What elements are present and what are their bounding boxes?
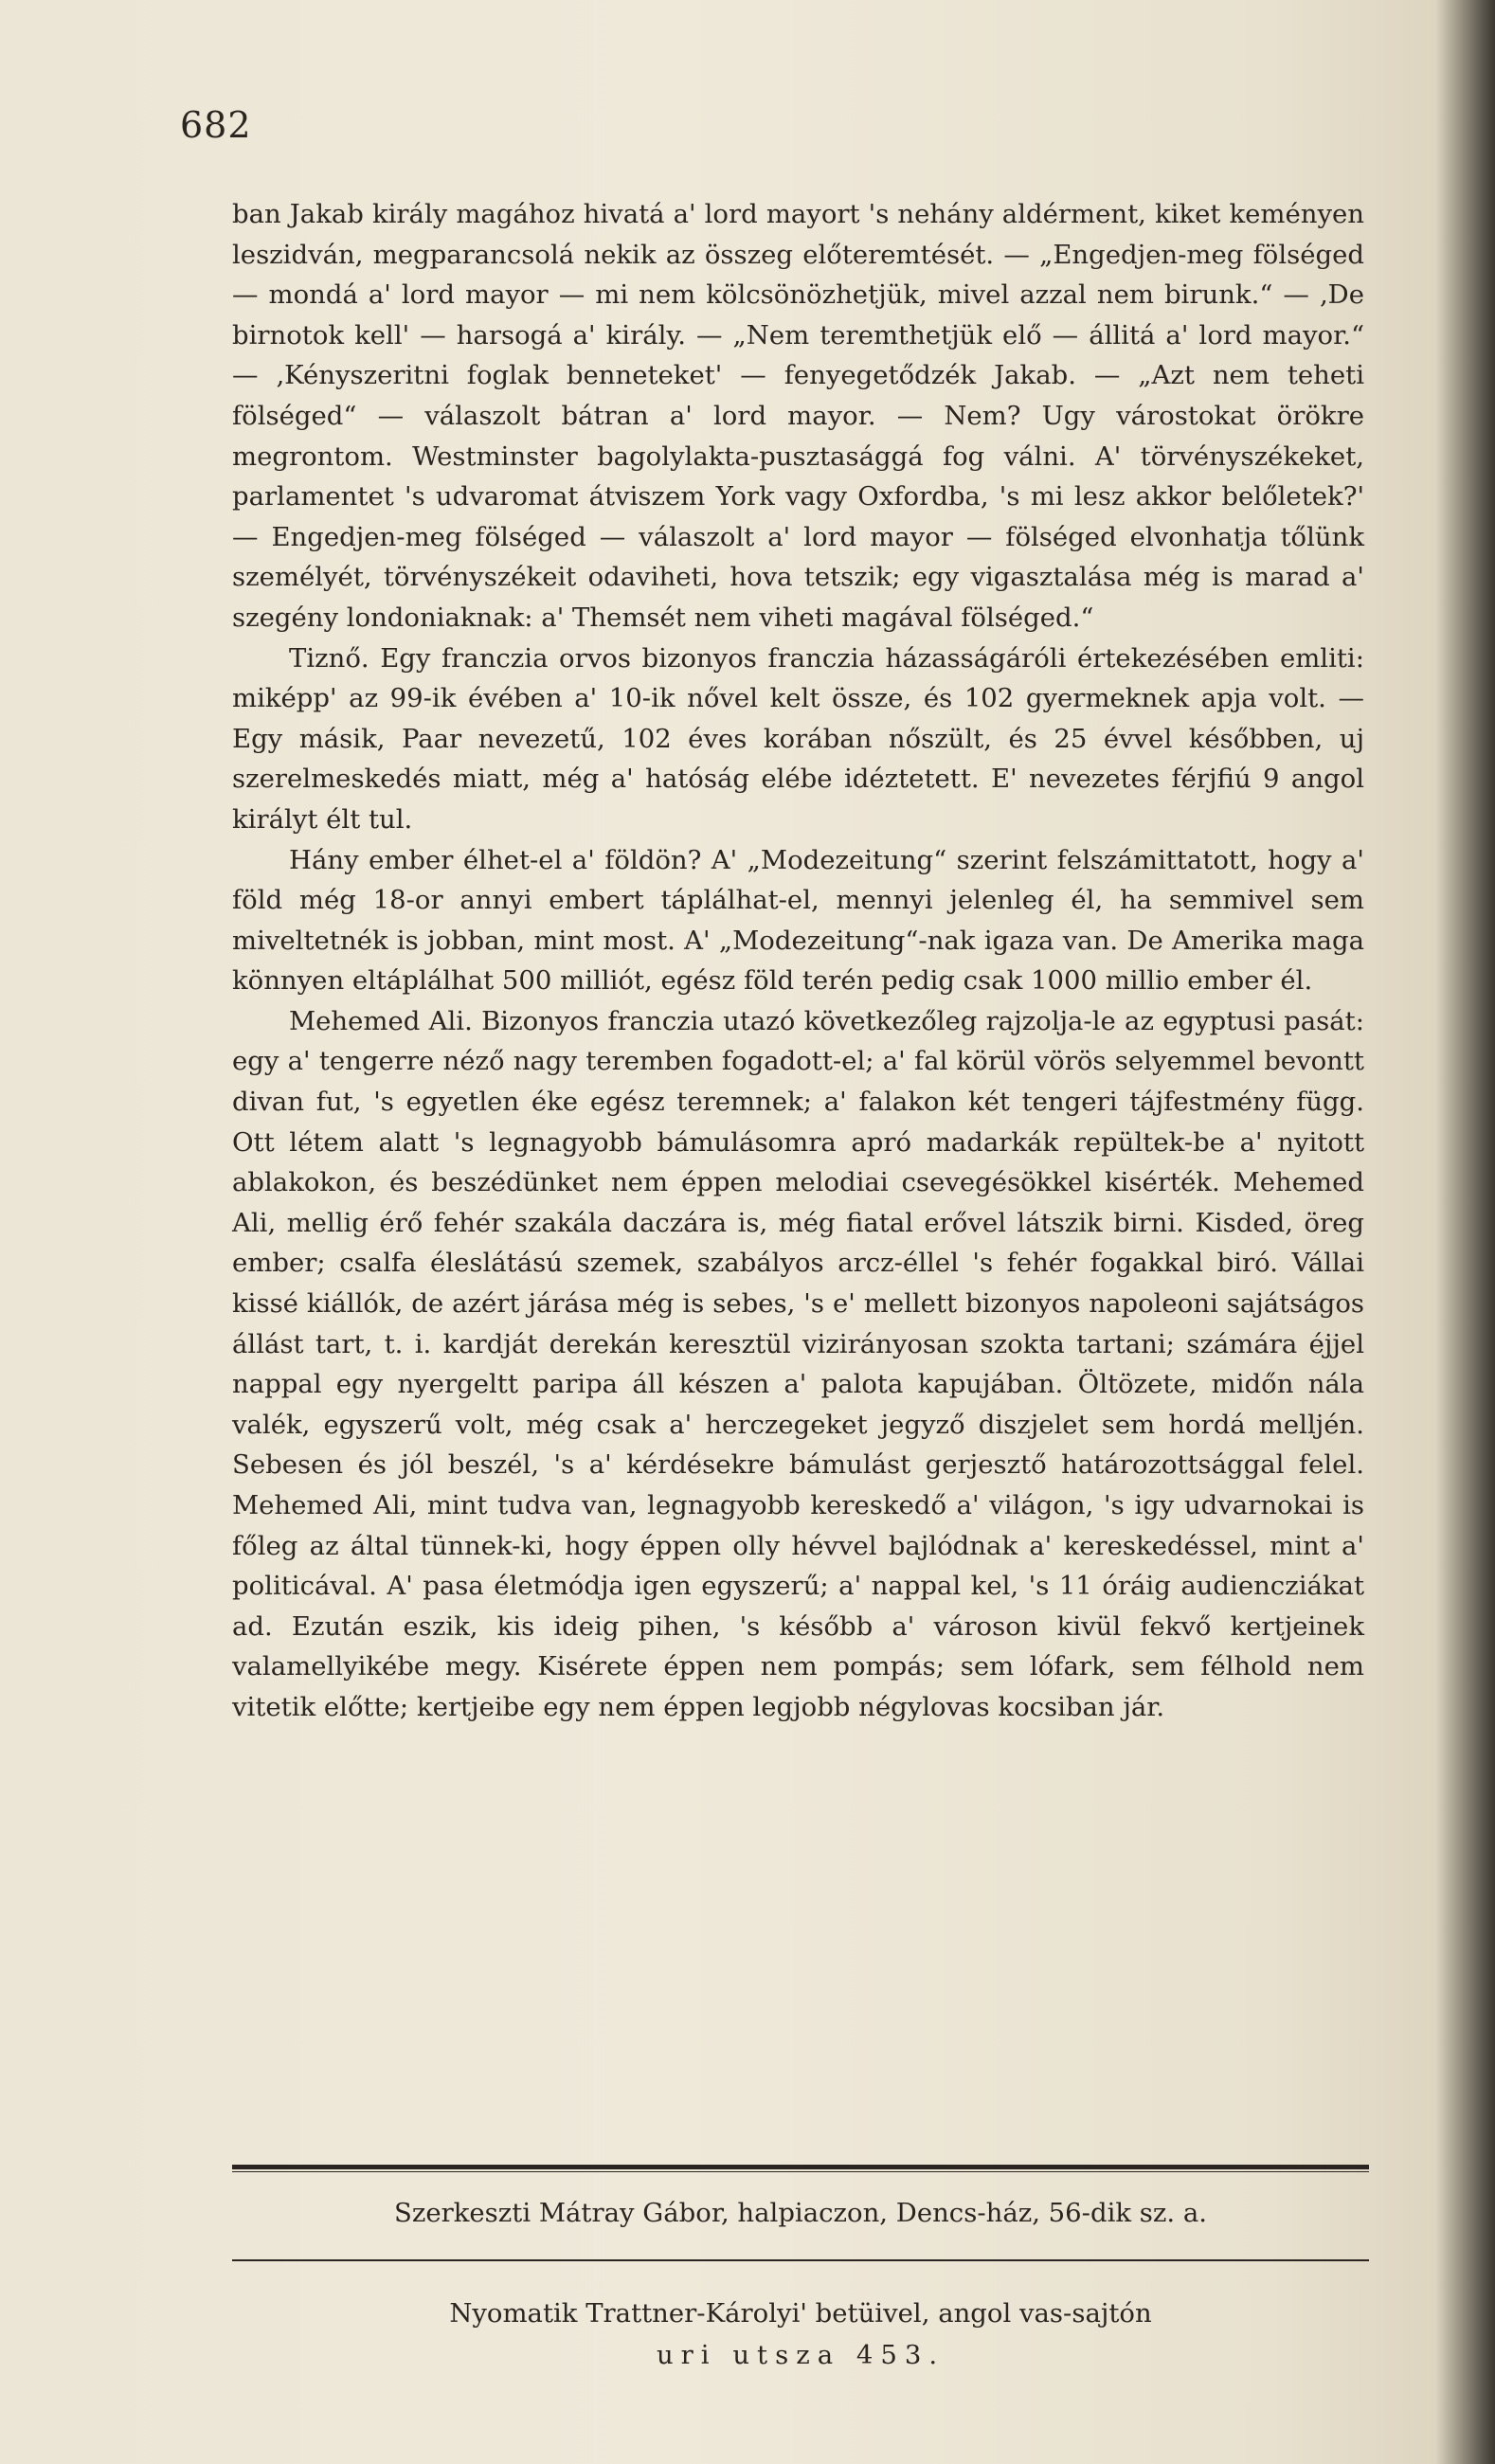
divider-footer [232, 2259, 1369, 2261]
editor-line: Szerkeszti Mátray Gábor, halpiaczon, Dencs-ház, 56-dik sz. a. [394, 2198, 1207, 2228]
paragraph-lord-mayor: ban Jakab király magához hivatá a' lord mayort 's nehány aldérment, kiket keményen leszidván, megparancsolá nekik az összeg előteremtését. — „Engedjen-meg fölséged — mondá a' lord mayor — mi nem kölcsönözhetjük, mivel azzal nem birunk.“ — ‚De birnotok kell' — harsogá a' király. — „Nem teremthetjük elő — állitá a' lord mayor.“ — ‚Kényszeritni foglak benneteket' — fenyegetődzék Jakab. — „Azt nem teheti fölséged“ — válaszolt bátran a' lord mayor. — Nem? Ugy várostokat örökre megrontom. Westminster bagolylakta-pusztasággá fog válni. A' törvényszékeket, parlamentet 's udvaromat átviszem York vagy Oxfordba, 's mi lesz akkor belőletek?' — Engedjen-meg fölséged — válaszolt a' lord mayor — fölséged elvonhatja tőlünk személyét, törvényszékeit odaviheti, hova tetszik; egy vigasztalása még is marad a' szegény londoniaknak: a' Themsét nem viheti magával fölséged.“ [232, 199, 1364, 633]
printer-imprint [232, 2293, 1369, 2376]
paragraph-hany-ember: Hány ember élhet-el a' földön? A' „Modezeitung“ szerint felszámittatott, hogy a' föld még 18-or annyi embert táplálhat-el, mennyi jelenleg él, ha semmivel sem miveltetnék is jobban, mint most. A' „Modezeitung“-nak igaza van. De Amerika maga könnyen eltáplálhat 500 milliót, egész föld terén pedig csak 1000 millio ember él. [232, 844, 1364, 997]
paragraph-mehemed-ali: Mehemed Ali. Bizonyos franczia utazó következőleg rajzolja-le az egyptusi pasát: egy a' tengerre néző nagy teremben fogadott-el; a' fal körül vörös selyemmel bevontt divan fut, 's egyetlen éke egész teremnek; a' falakon két tengeri tájfestmény függ. Ott létem alatt 's legnagyobb bámulásomra apró madarkák repültek-be a' nyitott ablakokon, és beszédünket nem éppen melodiai csevegésökkel kisérték. Mehemed Ali, mellig érő fehér szakála daczára is, még fiatal erővel látszik birni. Kisded, öreg ember; csalfa éleslátású szemek, szabályos arcz-éllel 's fehér fogakkal biró. Vállai kissé kiállók, de azért járása még is sebes, 's e' mellett bizonyos napoleoni sajátságos állást tart, t. i. kardját derekán keresztül vizirányosan szokta tartani; számára éjjel nappal egy nyergeltt paripa áll készen a' palota kapujában. Öltözete, midőn nála valék, egyszerű volt, még csak a' herczegeket jegyző diszjelet sem hordá melljén. Sebesen és jól beszél, 's a' kérdésekre bámulást gerjesztő határozottsággal felel. Mehemed Ali, mint tudva van, legnagyobb kereskedő a' világon, 's igy udvarnokai is főleg az által tünnek-ki, hogy éppen olly hévvel bajlódnak a' kereskedéssel, mint a' politicával. A' pasa életmódja igen egyszerű; a' nappal kel, 's 11 óráig audiencziákat ad. Ezután eszik, kis ideig pihen, 's később a' városon kivül fekvő kertjeinek valamellyikébe megy. Kisérete éppen nem pompás; sem lófark, sem félhold nem vitetik előtte; kertjeibe egy nem éppen legjobb négylovas kocsiban jár. [232, 1005, 1364, 1722]
body-text [232, 194, 1364, 1728]
divider-thin [232, 2171, 1369, 2172]
printer-line-1: Nyomatik Trattner-Károlyi' betüivel, angol vas-sajtón [449, 2298, 1152, 2329]
page-number: 682 [180, 104, 252, 146]
divider-thick [232, 2165, 1369, 2169]
paragraph-tizno: Tiznő. Egy franczia orvos bizonyos franczia házasságáróli értekezésében emliti: miképp' az 99-ik évében a' 10-ik nővel kelt össze, és 102 gyermeknek apja volt. — Egy másik, Paar nevezetű, 102 éves korában nőszült, és 25 évvel későbben, uj szerelmeskedés miatt, még a' hatóság elébe idéztetett. E' nevezetes férjfiú 9 angol királyt élt tul. [232, 642, 1364, 835]
printer-line-2: uri utsza 453. [656, 2340, 946, 2370]
